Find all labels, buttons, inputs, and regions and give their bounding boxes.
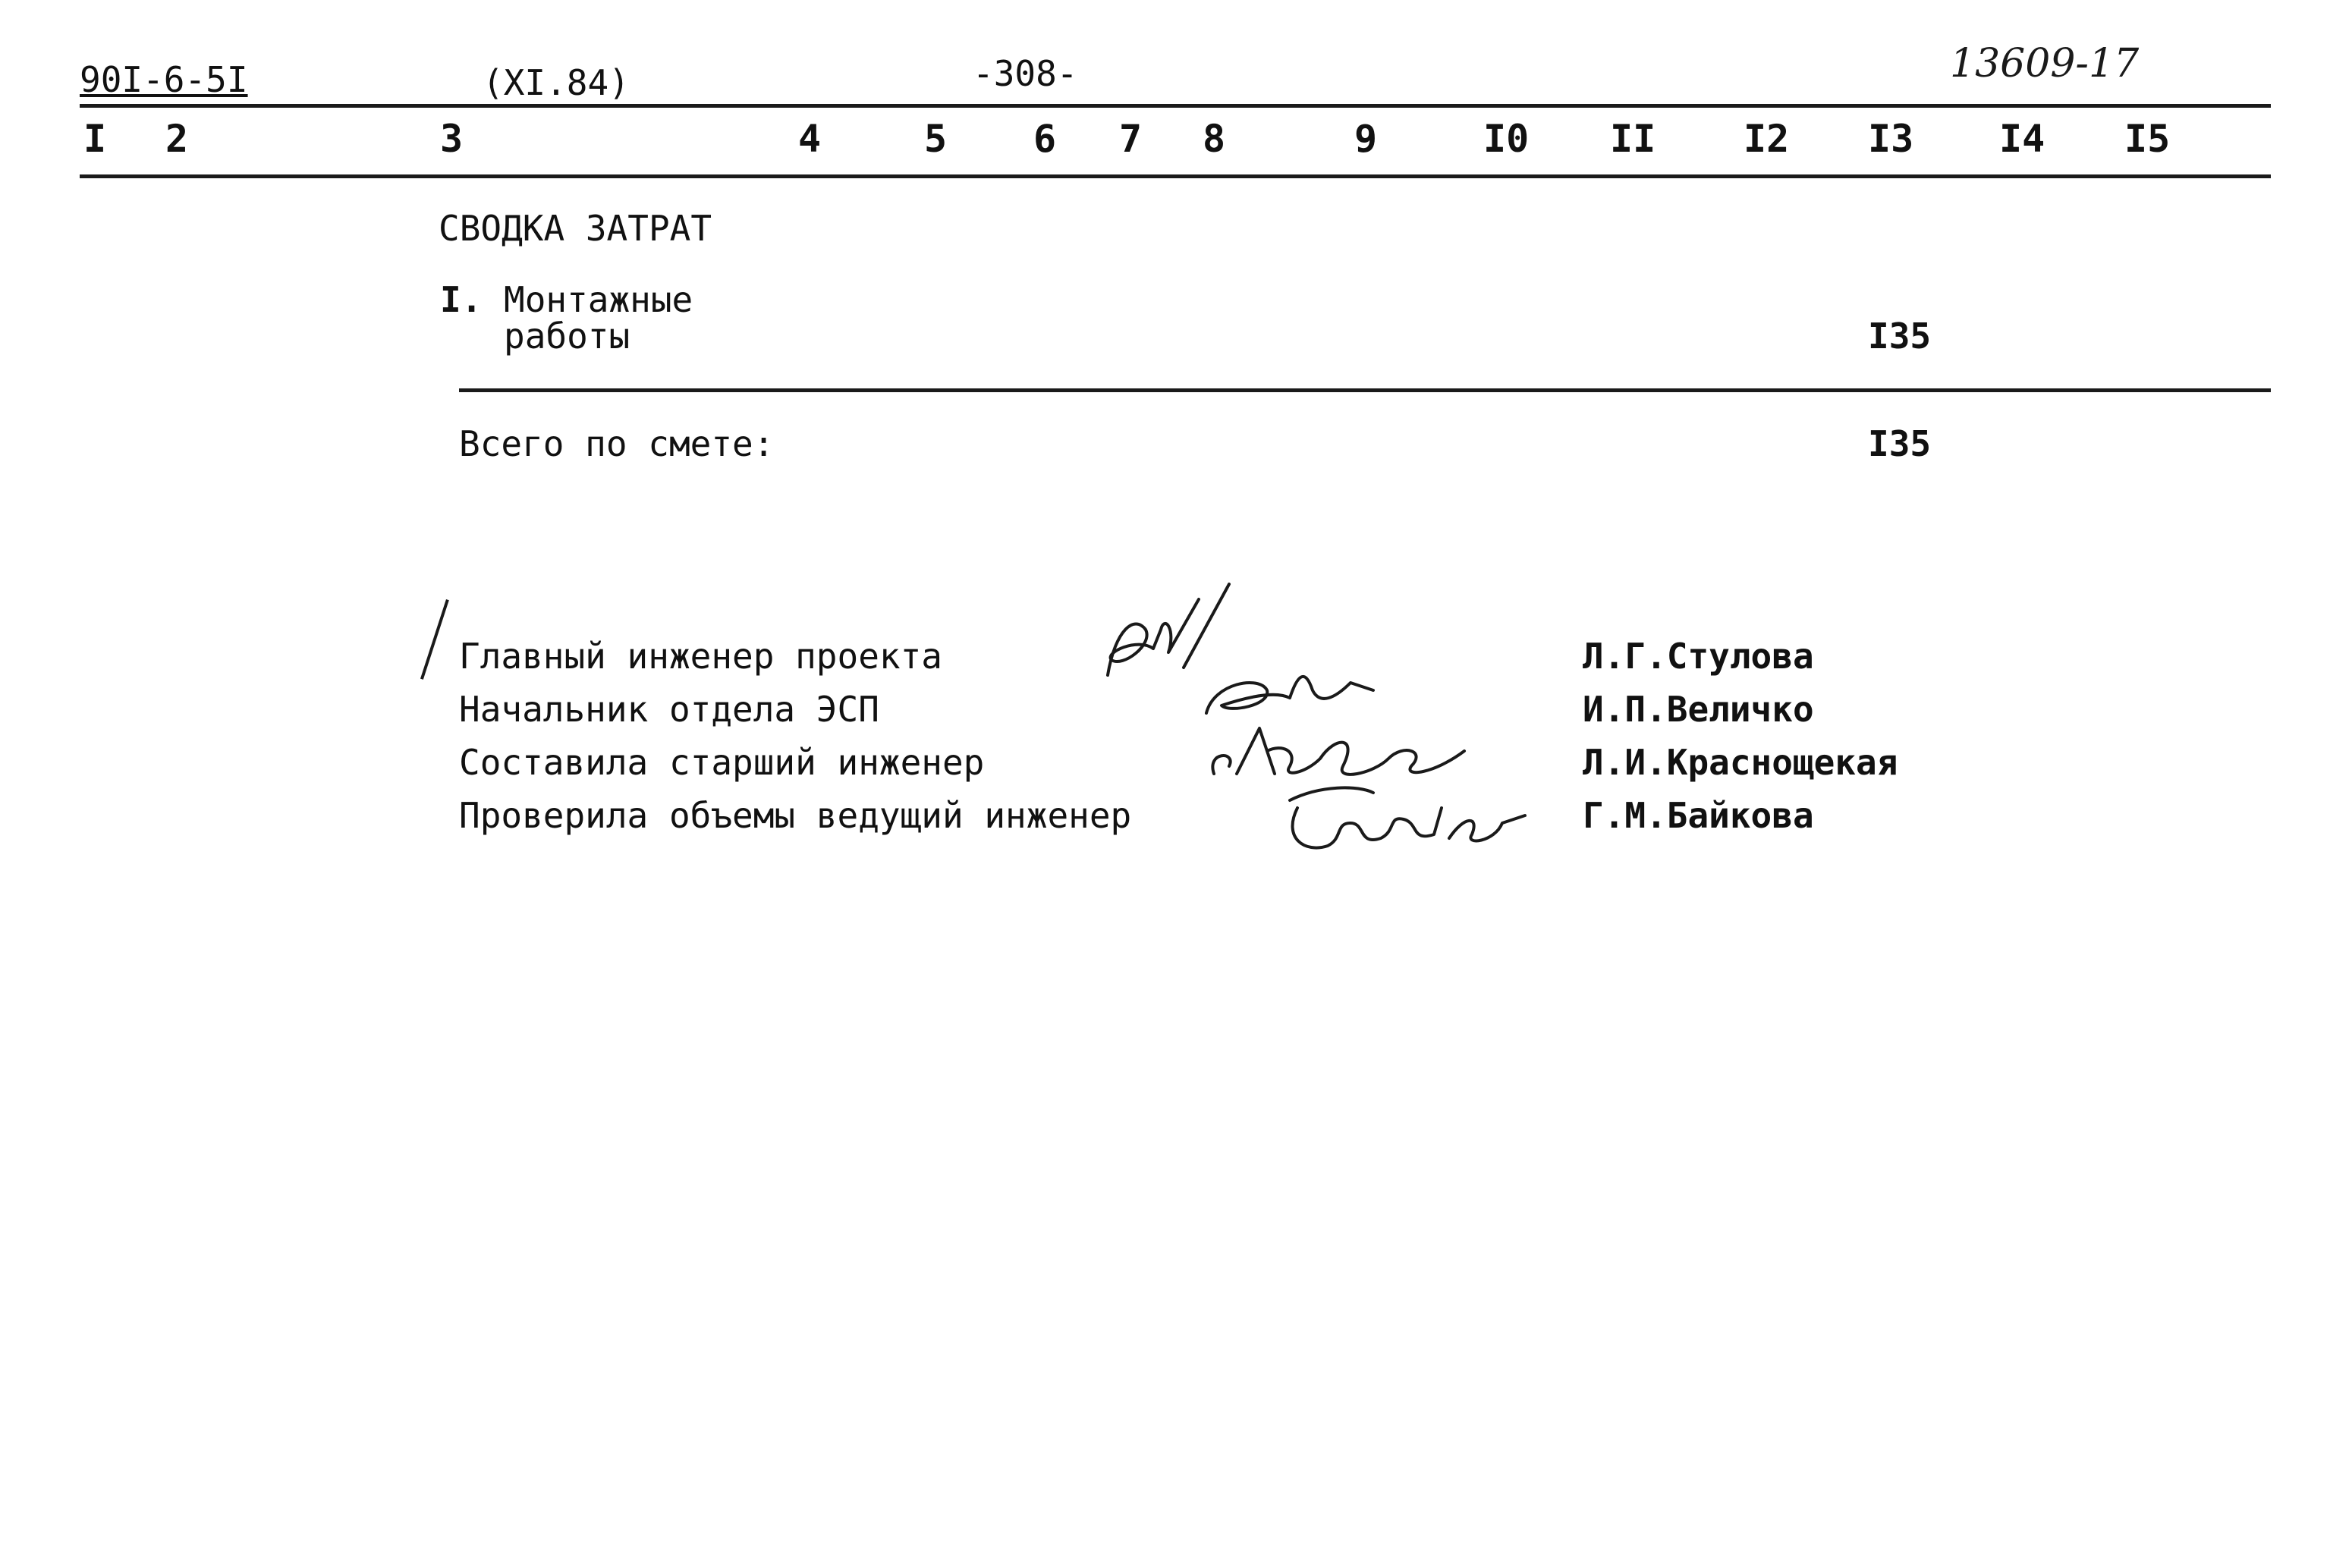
- signature-scribble-2: [1199, 652, 1381, 728]
- signature-role: Составила старший инженер: [459, 742, 985, 783]
- summary-title: СВОДКА ЗАТРАТ: [439, 208, 712, 249]
- total-label: Всего по смете:: [459, 423, 775, 464]
- signature-role: Главный инженер проекта: [459, 636, 942, 677]
- column-number: 9: [1354, 117, 1378, 161]
- signature-name: Л.Г.Стулова: [1583, 636, 1814, 677]
- column-number: I0: [1483, 117, 1530, 161]
- header-rule-bottom: [80, 174, 2271, 178]
- signature-name: Г.М.Байкова: [1583, 795, 1814, 836]
- column-number: 3: [440, 117, 464, 161]
- column-number: 4: [798, 117, 822, 161]
- summary-item-value: I35: [1868, 316, 1932, 357]
- column-number: 8: [1203, 117, 1226, 161]
- column-number: I2: [1744, 117, 1790, 161]
- signature-mark: [420, 599, 449, 680]
- page-number: -308-: [973, 53, 1078, 94]
- summary-item-number: I.: [440, 279, 483, 320]
- column-number: I3: [1868, 117, 1914, 161]
- summary-item-label-line2: работы: [504, 316, 630, 357]
- column-number: 5: [924, 117, 948, 161]
- signature-scribble-4: [1275, 778, 1533, 861]
- column-number: 7: [1119, 117, 1143, 161]
- signature-role: Начальник отдела ЭСП: [459, 689, 879, 730]
- column-number: 2: [165, 117, 189, 161]
- signature-name: Л.И.Краснощекая: [1583, 742, 1898, 783]
- document-series: 90I-6-5I: [80, 59, 248, 100]
- column-number: II: [1610, 117, 1656, 161]
- inventory-number: 13609-17: [1950, 41, 2140, 86]
- total-rule: [459, 388, 2271, 392]
- summary-item-label-line1: Монтажные: [504, 279, 693, 320]
- column-number: 6: [1033, 117, 1057, 161]
- signature-name: И.П.Величко: [1583, 689, 1814, 730]
- column-number: I5: [2124, 117, 2171, 161]
- header-rule-top: [80, 104, 2271, 108]
- total-value: I35: [1868, 423, 1932, 464]
- document-date: (XI.84): [483, 62, 630, 103]
- column-number: I4: [1999, 117, 2045, 161]
- column-number: I: [83, 117, 107, 161]
- signature-role: Проверила объемы ведущий инженер: [459, 795, 1132, 836]
